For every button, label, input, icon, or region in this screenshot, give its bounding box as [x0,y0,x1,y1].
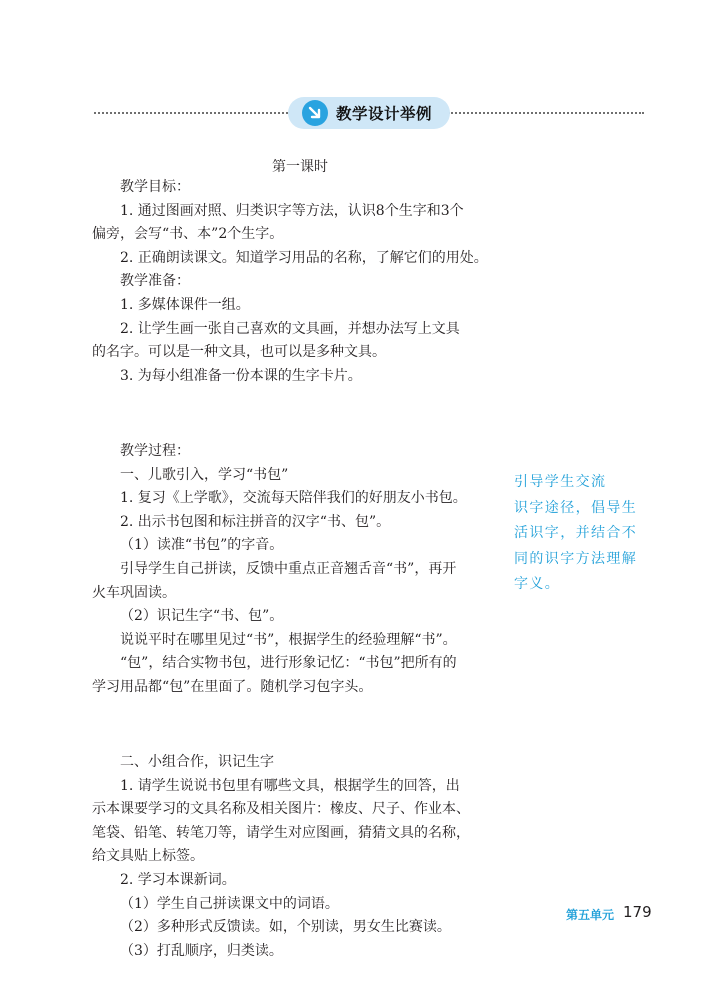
page-number: 179 [623,903,652,921]
footer-unit-label: 第五单元 [566,908,615,922]
paragraph-line: 给文具贴上标签。 [92,848,204,865]
margin-note-line: 引导学生交流 [514,474,607,490]
paragraph-line: 2. 出示书包图和标注拼音的汉字“书、包”。 [120,513,391,530]
paragraph-line: 1. 复习《上学歌》，交流每天陪伴我们的好朋友小书包。 [120,490,467,507]
paragraph-line: 3. 为每小组准备一份本课的生字卡片。 [120,367,362,384]
paragraph-line: 教学准备： [120,273,190,290]
paragraph-line: 2. 学习本课新词。 [120,872,236,889]
paragraph-line: 教学过程： [120,442,190,459]
paragraph-line: 偏旁，会写“书、本”2个生字。 [92,226,284,243]
paragraph-line: 二、小组合作，识记生字 [120,754,274,771]
paragraph-gap [92,713,492,737]
paragraph-line: 学习用品都“包”在里面了。随机学习包字头。 [92,678,373,695]
paragraph-line: （2）多种形式反馈读。如，个别读，男女生比赛读。 [120,919,451,936]
section-header-title: 教学设计举例 [336,105,433,123]
margin-note-line: 识字途径，倡导生 [514,499,638,516]
paragraph-line: 一、儿歌引入，学习“书包” [120,466,289,483]
margin-note [514,470,644,598]
paragraph-line: 笔袋、铅笔、转笔刀等，请学生对应图画，猜猜文具的名称， [92,824,470,841]
paragraph-line: 1. 通过图画对照、归类识字等方法，认识8个生字和3个 [120,202,464,219]
paragraph-line: 2. 让学生画一张自己喜欢的文具画，并想办法写上文具 [120,320,460,337]
paragraph-line: 的名字。可以是一种文具，也可以是多种文具。 [92,344,386,361]
paragraph-line: （2）识记生字“书、包”。 [120,608,284,625]
lesson-body [92,176,492,963]
arrow-down-right-icon [302,100,328,126]
paragraph-line: 教学目标： [120,179,190,195]
margin-note-line: 同的识字方法理解 [514,550,638,567]
paragraph-line: 1. 多媒体课件一组。 [120,296,250,313]
lesson-title: 第一课时 [272,159,328,175]
paragraph-line: “包”，结合实物书包，进行形象记忆：“书包”把所有的 [120,655,457,672]
paragraph-line: 引导学生自己拼读，反馈中重点正音翘舌音“书”，再开 [120,560,457,577]
paragraph-line: 火车巩固读。 [92,584,176,601]
paragraph-line: 1. 请学生说说书包里有哪些文具，根据学生的回答，出 [120,777,460,794]
header-dotted-line-left [94,112,288,114]
paragraph-line: （3）打乱顺序，归类读。 [120,942,283,959]
paragraph-line: 示本课要学习的文具名称及相关图片：橡皮、尺子、作业本、 [92,801,470,818]
margin-note-line: 活识字，并结合不 [514,525,638,541]
paragraph-line: （1）学生自己拼读课文中的词语。 [120,895,339,912]
paragraph-line: 说说平时在哪里见过“书”，根据学生的经验理解“书”。 [120,631,457,648]
paragraph-line: （1）读准“书包”的字音。 [120,537,284,554]
paragraph-line: 2. 正确朗读课文。知道学习用品的名称，了解它们的用处。 [120,249,488,266]
paragraph-gap [92,402,492,426]
section-header-badge [288,97,450,129]
margin-note-line: 字义。 [514,576,561,592]
header-dotted-line-right [448,112,644,114]
